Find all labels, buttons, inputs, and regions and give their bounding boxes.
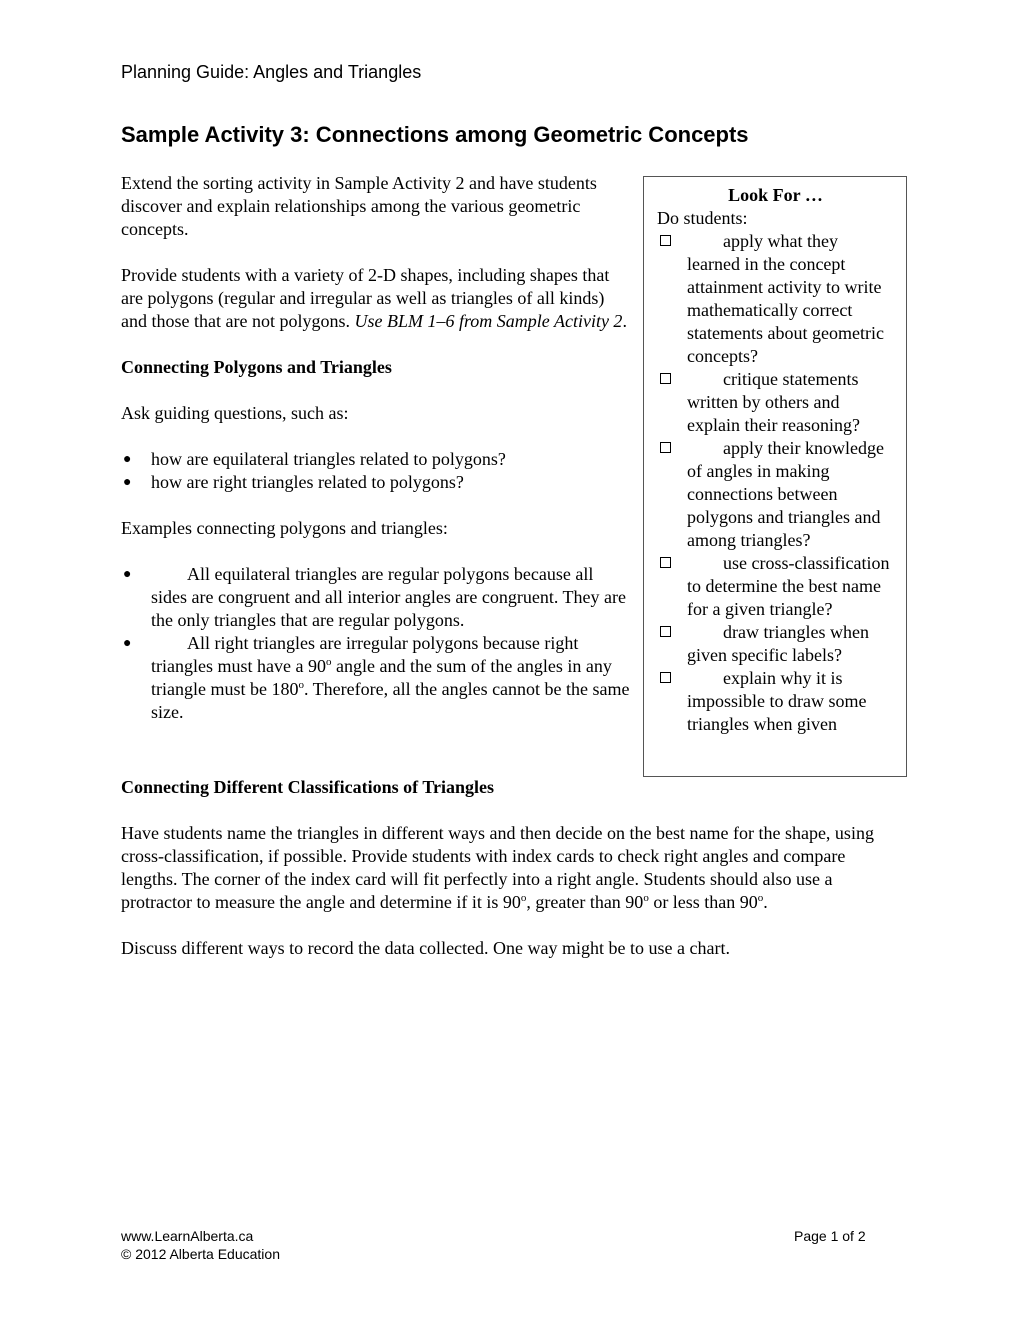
list-item <box>121 563 633 632</box>
look-for-box <box>643 176 907 777</box>
checklist-text: apply their knowledge of angles in making connections between polygons and triangles and among triangles? <box>687 438 884 550</box>
checklist-item <box>657 368 894 437</box>
example-text: angle and the sum of the angles in any triangle must be 180 <box>151 656 612 699</box>
paragraph-text: Have students name the triangles in different ways and then decide on the best name for the shape, using cross-classification, if possible. Provide students with index cards to check right angles and compare lengths. The corner of the index card will fit perfectly into a right angle. Students should also use a protractor to measure the angle and determine if it is 90 <box>121 823 874 912</box>
paragraph-text: or less than 90 <box>648 892 758 912</box>
paragraph-text: . <box>763 892 768 912</box>
page-number: Page 1 of 2 <box>794 1228 866 1244</box>
look-for-title: Look For … <box>728 185 823 205</box>
look-for-checklist <box>657 230 894 736</box>
paragraph-text: , greater than 90 <box>526 892 644 912</box>
section-heading-classifications: Connecting Different Classifications of Triangles <box>121 777 494 797</box>
footer-copyright: © 2012 Alberta Education <box>121 1246 280 1262</box>
bullet-icon: ● <box>123 475 132 490</box>
checklist-text: explain why it is impossible to draw some triangles when given <box>687 668 867 734</box>
checkbox-icon <box>660 235 671 246</box>
degree-mark: o <box>520 892 527 904</box>
guiding-questions-list <box>121 448 633 494</box>
example-text: All right triangles are irregular polygons because right triangles must have a 90 <box>151 633 579 676</box>
checkbox-icon <box>660 626 671 637</box>
checklist-text: draw triangles when given specific labels? <box>687 622 869 665</box>
list-item <box>121 632 633 724</box>
degree-mark: o <box>298 679 304 691</box>
bullet-icon: ● <box>123 567 132 582</box>
degree-mark: o <box>643 892 649 904</box>
classification-section <box>121 776 901 960</box>
checklist-item <box>657 552 894 621</box>
checklist-text: critique statements written by others and explain their reasoning? <box>687 369 860 435</box>
question-text: how are equilateral triangles related to polygons? <box>151 449 506 469</box>
page-title: Sample Activity 3: Connections among Geometric Concepts <box>121 122 749 147</box>
intro-end: . <box>622 311 627 331</box>
look-for-lead: Do students: <box>657 208 748 228</box>
checkbox-icon <box>660 672 671 683</box>
list-item <box>121 471 633 494</box>
question-text: how are right triangles related to polygons? <box>151 472 464 492</box>
intro-text: Provide students with a variety of 2-D shapes, including shapes that are polygons (regular and irregular as well as triangles of all kinds) and those that are not polygons. <box>121 265 610 331</box>
example-text: . Therefore, all the angles cannot be the same size. <box>151 679 630 722</box>
page-header: Planning Guide: Angles and Triangles <box>121 62 422 82</box>
checkbox-icon <box>660 442 671 453</box>
classification-paragraph <box>121 822 901 914</box>
checklist-item <box>657 230 894 368</box>
bullet-icon: ● <box>123 452 132 467</box>
degree-mark: o <box>757 892 764 904</box>
examples-list <box>121 563 633 724</box>
section-heading-polygons-triangles: Connecting Polygons and Triangles <box>121 357 392 377</box>
checkbox-icon <box>660 557 671 568</box>
checklist-item <box>657 437 894 552</box>
blm-reference: Use BLM 1–6 from Sample Activity 2 <box>354 311 623 331</box>
bullet-icon: ● <box>123 636 132 651</box>
footer-site-link[interactable]: www.LearnAlberta.ca <box>121 1228 254 1244</box>
examples-lead: Examples connecting polygons and triangles: <box>121 518 448 538</box>
guiding-questions-lead: Ask guiding questions, such as: <box>121 403 349 423</box>
checklist-text: use cross-classification to determine the best name for a given triangle? <box>687 553 890 619</box>
checklist-item <box>657 667 894 736</box>
list-item <box>121 448 633 471</box>
main-column <box>121 172 633 724</box>
intro-paragraph-2 <box>121 264 633 333</box>
intro-paragraph-1: Extend the sorting activity in Sample Activity 2 and have students discover and explain relationships among the various geometric concepts. <box>121 173 597 239</box>
checklist-text: apply what they learned in the concept attainment activity to write mathematically correct statements about geometric concepts? <box>687 231 884 366</box>
record-data-paragraph: Discuss different ways to record the data collected. One way might be to use a chart. <box>121 938 730 958</box>
page-footer <box>121 1227 280 1263</box>
example-text: All equilateral triangles are regular polygons because all sides are congruent and all interior angles are congruent. They are the only triangles that are regular polygons. <box>151 564 626 630</box>
checkbox-icon <box>660 373 671 384</box>
degree-mark: o <box>325 656 332 668</box>
checklist-item <box>657 621 894 667</box>
